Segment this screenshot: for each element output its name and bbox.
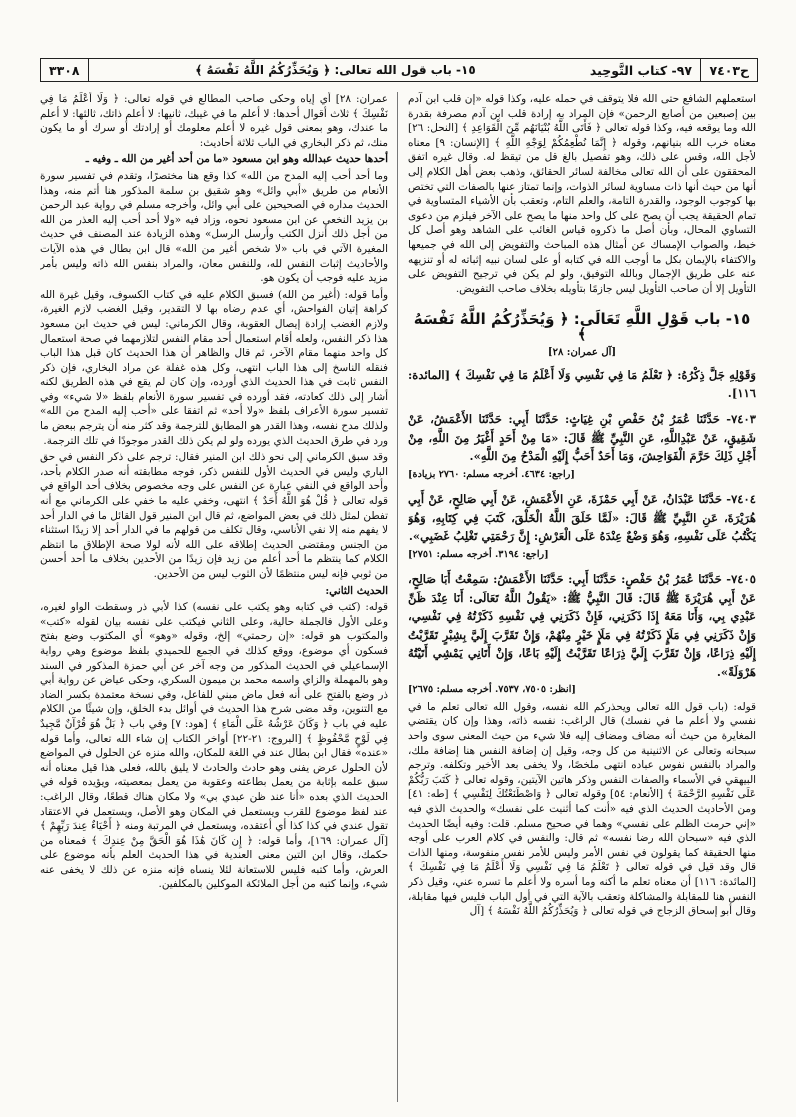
header-divider bbox=[700, 59, 702, 81]
left-column bbox=[40, 92, 388, 1104]
hadith-7404: ٧٤٠٤- حَدَّثَنَا عَبْدَانُ، عَنْ أَبِي حَمْزَةَ، عَنِ الأَعْمَشِ، عَنْ أَبِي صَالِحٍ، عَنْ أَبِي هُرَيْرَةَ، عَنِ النَّبِيِّ ﷺ قَالَ: «لَمَّا خَلَقَ اللَّهُ الْخَلْقَ، كَتَبَ فِي كِتَابِهِ، وَهُوَ يَكْتُبُ عَلَى نَفْسِهِ، وَهُوَ وَضْعٌ عِنْدَهُ عَلَى الْعَرْشِ: إِنَّ رَحْمَتِي تَغْلِبُ غَضَبِي». bbox=[408, 492, 756, 544]
commentary-p5-lead: الحديث الثاني: bbox=[325, 584, 388, 597]
intro-paragraph: استعملهم الشافع حتى الله فلا يتوقف في حمله عليه، وكذا قوله «إن قلب ابن آدم بين إصبعين من أصابع الرحمن» فإن المراد به إرادة قلب ابن آدم مصرفة بقدرة الله وما يوقعه فيه، وكذا قوله تعالى ﴿ فَأَتَى اللَّهُ بُنْيَانَهُم مِّنَ الْقَوَاعِدِ ﴾ [النحل: ٢٦] معناه خرب الله بنيانهم، وقوله ﴿ إِنَّمَا نُطْعِمُكُمْ لِوَجْهِ اللَّهِ ﴾ [الإنسان: ٩] معناه لأجل الله، وقس على ذلك، وهو تفصيل بالغ قل من تيقظ له. وقال غيره اتفق المحققون على أن الله تعالى مخالفة لسائر الحقائق، وذهب بعض أهل الكلام إلى أنها من حيث أنها ذات مساوية لسائر الذوات، وإنما تمتاز عنها بالصفات التي تختص بها كوجوب الوجود، والقدرة التامة، والعلم التام، وتعقب بأن الأشياء المتساوية في تمام الحقيقة يجب أن يصح على كل واحد منها ما يصح على الآخر فيلزم من دعوى التساوي المحال، وبأن أصل ما ذكروه قياس الغائب على الشاهد وهو أصل كل خبط، والصواب الإمساك عن أمثال هذه المباحث والتفويض إلى الله في جميعها والاكتفاء بالإيمان بكل ما أوجب الله في كتابه أو على لسان نبيه إثباته له أو تنزيهه عنه على طريق الإجمال وبالله التوفيق، ولو لم يكن في ترجيح التفويض على التأويل إلا أن صاحب التأويل ليس جازمًا بتأويله بخلاف صاحب التفويض. bbox=[408, 93, 756, 295]
chapter-title-header: ١٥- باب قول الله تعالى: ﴿ وَيُحَذِّرُكُمُ اللَّهُ نَفْسَهُ ﴾ bbox=[195, 63, 476, 77]
running-header bbox=[40, 58, 758, 82]
column-divider bbox=[397, 92, 398, 1102]
hadith-7403-ref: [راجع: ٤٦٣٤. أخرجه مسلم: ٢٧٦٠ بزيادة] bbox=[408, 468, 575, 480]
header-divider bbox=[88, 59, 90, 81]
commentary-p4: وقد سبق الكرماني إلى نحو ذلك ابن المنير فقال: ترجم على ذكر النفس في حق الباري وليس في الحديث الأول للنفس ذكر، فوجه مطابقته أنه صدر الكلام بأحد، وأحد الواقع في النفي عبارة عن النفس على وجه مخصوص بخلاف أحد الواقع في قوله تعالى ﴿ قُلْ هُوَ اللَّهُ أَحَدٌ ﴾ انتهى، وخفي عليه ما خفي على الكرماني مع أنه تفطن لمثل ذلك في بعض المواضع، ثم قال ابن المنير قول القائل ما في الدار أحد لا يفهم منه إلا نفي الأناسي، وقال تكلف من قولهم ما في الدار أحد إلا زيدًا استثناء من الجنس ومقتضى الحديث إطلاقه على الله لأنه لولا صحة الإطلاق ما انتظم الكلام كما ينتظم ما أحد أعلم من زيد فإن زيدًا من الأحدين بخلاف ما أحد أحسن من ثوبي فإنه ليس منتظمًا لأن الثوب ليس من الأحدين. bbox=[40, 451, 388, 580]
commentary-p1: عمران: ٢٨] أي إياه وحكى صاحب المطالع في قوله تعالى: ﴿ وَلَا أَعْلَمُ مَا فِي نَفْسِكَ ﴾ ثلاث أقوال أحدها: لا أعلم ما في غيبك، ثانيها: لا أعلم ذاتك، ثالثها: لا أعلم ما عندك، وهو بمعنى قول غيره لا أعلم معلومك أو إرادتك أو سرك أو ما يكون منك، ثم ذكر البخاري في الباب ثلاثة أحاديث: bbox=[40, 93, 388, 149]
hadith-7404-ref: [راجع: ٣١٩٤. أخرجه مسلم: ٢٧٥١] bbox=[408, 548, 549, 560]
commentary-paragraph: قوله: (باب قول الله تعالى ويحذركم الله نفسه، وقول الله تعالى تعلم ما في نفسي ولا أعلم ما في نفسك) قال الراغب: نفسه ذاته، وهذا وإن كان يقتضي المغايرة من حيث أنه مضاف ومضاف إليه فلا شيء من حيث المعنى سوى واحد سبحانه وتعالى عن الاثنينية من كل وجه، وقيل إن إضافة النفس هنا إضافة ملك، والمراد بالنفس نفوس عباده انتهى ملخصًا، ولا يخفى بعد الأخير وتكلفه. وترجم البيهقي في الأسماء والصفات النفس وذكر هاتين الآيتين، وقوله تعالى ﴿ كَتَبَ رَبُّكُمْ عَلَى نَفْسِهِ الرَّحْمَةَ ﴾ [الأنعام: ٥٤] وقوله تعالى ﴿ وَاصْطَنَعْتُكَ لِنَفْسِي ﴾ [طه: ٤١] ومن الأحاديث الحديث الذي فيه «أنت كما أثنيت على نفسك» والحديث الذي فيه «إني حرمت الظلم على نفسي» وهما في صحيح مسلم. قلت: وفيه أيضًا الحديث الذي فيه «سبحان الله رضا نفسه» ثم قال: والنفس في كلام العرب على أوجه منها الحقيقة كما يقولون في نفس الأمر وليس للأمر نفس منفوسة، ومنها الذات قال وقد قيل في قوله تعالى ﴿ تَعْلَمُ مَا فِي نَفْسِي وَلَا أَعْلَمُ مَا فِي نَفْسِكَ ﴾ [المائدة: ١١٦] أن معناه تعلم ما أكنه وما أسره ولا أعلم ما تسره عني، وقيل ذكر النفس هنا للمقابلة والمشاكلة وتعقب بالآية التي في أول الباب فليس فيها مقابلة، وقال أبو إسحاق الزجاج في قوله تعالى ﴿ وَيُحَذِّرُكُمُ اللَّهُ نَفْسَهُ ﴾ [آل bbox=[408, 700, 756, 918]
chapter-heading: ١٥- باب قَوْلِ اللَّهِ تَعَالَى: ﴿ وَيُحَذِّرُكُمُ اللَّهُ نَفْسَهُ ﴾ bbox=[413, 310, 751, 343]
hadith-range: ح٧٤٠٣ bbox=[709, 62, 749, 78]
right-column bbox=[408, 92, 756, 1104]
book-title: ٩٧- كتاب التَّوحِيد bbox=[589, 62, 692, 78]
chapter-reference: [آل عمران: ٢٨] bbox=[547, 346, 617, 358]
hadith-7403: ٧٤٠٣- حَدَّثَنَا عُمَرُ بْنُ حَفْصِ بْنِ غِيَاثٍ: حَدَّثَنَا أَبِي: حَدَّثَنَا الأَعْمَشُ، عَنْ شَقِيقٍ، عَنْ عَبْدِاللَّهِ، عَنِ النَّبِيِّ ﷺ قَالَ: «مَا مِنْ أَحَدٍ أَغْيَرُ مِنَ اللَّهِ، مِنْ أَجْلِ ذَلِكَ حَرَّمَ الْفَوَاحِشَ، وَمَا أَحَدٌ أَحَبُّ إِلَيْهِ الْمَدْحُ مِنَ اللَّهِ». bbox=[408, 412, 756, 464]
commentary-p3: وأما قوله: (أغير من الله) فسبق الكلام عليه في كتاب الكسوف، وقيل غيرة الله كراهة إتيان الفواحش، أي عدم رضاه بها لا التقدير، وقيل الغضب لازم الغيرة، ولازم الغضب إرادة إيصال العقوبة، وقال الكرماني: ليس في حديث ابن مسعود هذا ذكر النفس، ولعله أقام استعمال أحد مقام النفس لتلازمهما في صحة استعمال كل واحد منهما مقام الآخر، ثم قال والظاهر أن هذا الحديث كان قبل هذا الباب فنقله الناسخ إلى هذا الباب انتهى، وكل هذه غفلة عن مراد البخاري، فإن ذكر النفس ثابت في هذا الحديث الذي أورده، وإن كان لم يقع في هذه الطريق لكنه أشار إلى ذلك كعادته، فقد أورده في تفسير سورة الأنعام بلفظ «لا شيء» وفي تفسير سورة الأعراف بلفظ «ولا أحد» ثم اتفقا على «أحب إليه المدح من الله» ولذلك مدح نفسه، وهذا القدر هو المطابق للترجمة وقد كثر منه أن يترجم ببعض ما ورد في طرق الحديث الذي يورده ولو لم يكن ذلك القدر موجودًا في تلك الترجمة. bbox=[40, 288, 388, 447]
hadith-7405: ٧٤٠٥- حَدَّثَنَا عُمَرُ بْنُ حَفْصٍ: حَدَّثَنَا أَبِي: حَدَّثَنَا الأَعْمَشُ: سَمِعْتُ أَبَا صَالِحٍ، عَنْ أَبِي هُرَيْرَةَ ﷺ قَالَ: قَالَ النَّبِيُّ ﷺ: «يَقُولُ اللَّهُ تَعَالَى: أَنَا عِنْدَ ظَنِّ عَبْدِي بِي، وَأَنَا مَعَهُ إِذَا ذَكَرَنِي، فَإِنْ ذَكَرَنِي فِي نَفْسِهِ ذَكَرْتُهُ فِي نَفْسِي، وَإِنْ ذَكَرَنِي فِي مَلَإٍ ذَكَرْتُهُ فِي مَلَإٍ خَيْرٍ مِنْهُمْ، وَإِنْ تَقَرَّبَ إِلَيَّ بِشِبْرٍ تَقَرَّبْتُ إِلَيْهِ ذِرَاعًا، وَإِنْ تَقَرَّبَ إِلَيَّ ذِرَاعًا تَقَرَّبْتُ إِلَيْهِ بَاعًا، وَإِنْ أَتَانِي يَمْشِي أَتَيْتُهُ هَرْوَلَةً». bbox=[408, 572, 756, 679]
verse-text: وَقَوْلِهِ جَلَّ ذِكْرُهُ: ﴿ تَعْلَمُ مَا فِي نَفْسِي وَلَا أَعْلَمُ مَا فِي نَفْسِكَ ﴾ [المائدة: ١١٦]. bbox=[408, 368, 756, 401]
commentary-p5: قوله: (كتب في كتابه وهو يكتب على نفسه) كذا لأبي ذر وسقطت الواو لغيره، وعلى الأول فالجملة حالية، وعلى الثاني فيكتب على نفسه بيان لقوله «كتب» والمكتوب هو قوله: «إن رحمتي» إلخ، وقوله «وهو» أي المكتوب وضع بفتح فسكون أي موضوع، ووقع كذلك في الجمع للحميدي بلفظ موضوع وهي رواية الإسماعيلي في الحديث المذكور من وجه آخر عن أبي حمزة المذكور في السند وهو بالمهملة والزاي واسمه محمد بن ميمون السكري، وحكى عياض عن رواية أبي ذر وضع بالفتح على أنه فعل ماض مبني للفاعل، وفي نسخة معتمدة بكسر الضاد مع التنوين، وقد مضى شرح هذا الحديث في أوائل بدء الخلق، وإن شيئًا من الكلام عليه في باب ﴿ وَكَانَ عَرْشُهُ عَلَى الْمَاءِ ﴾ [هود: ٧] وفي باب ﴿ بَلْ هُوَ قُرْآنٌ مَّجِيدٌ فِي لَوْحٍ مَّحْفُوظٍ ﴾ [البروج: ٢١-٢٢] أواخر الكتاب إن شاء الله تعالى، وأما قوله «عنده» فقال ابن بطال عند في اللغة للمكان، والله منزه عن الحلول في المواضع لأن الحلول عرض يفنى وهو حادث والحادث لا يليق بالله، فعلى هذا قيل معناه أنه سبق علمه بإثابة من يعمل بطاعته وعقوبة من يعمل بمعصيته، ويؤيده قوله في الحديث الذي بعده «أنا عند ظن عبدي بي» ولا مكان هناك قطعًا، وقال الراغب: عند لفظ موضوع للقرب ويستعمل في المكان وهو الأصل، ويستعمل في الاعتقاد تقول عندي في كذا كذا أي أعتقده، ويستعمل في المرتبة ومنه ﴿ أَحْيَاءٌ عِندَ رَبِّهِمْ ﴾ [آل عمران: ١٦٩]، وأما قوله: ﴿ إِن كَانَ هَٰذَا هُوَ الْحَقَّ مِنْ عِندِكَ ﴾ فمعناه من حكمك، وقال ابن التين معنى العندية في هذا الحديث العلم بأنه موضوع على العرش، وأما كتبه فليس للاستعانة لئلا ينساه فإنه منزه عن ذلك لا يخفى عنه شيء، وإنما كتبه من أجل الملائكة الموكلين بالمكلفين. bbox=[40, 601, 388, 891]
commentary-p2-lead: أحدها حديث عبدالله وهو ابن مسعود «ما من أحد أغير من الله ـ وفيه ـ bbox=[85, 153, 388, 166]
hadith-7405-ref: [انظر: ٧٥٠٥، ٧٥٣٧. أخرجه مسلم: ٢٦٧٥] bbox=[408, 684, 576, 696]
commentary-p2: وما أحد أحب إليه المدح من الله» كذا وقع هنا مختصرًا، وتقدم في تفسير سورة الأنعام من طريق «أبي وائل» وهو شقيق بن سلمة المذكور هنا أتم منه، وهذا الحديث مداره في الصحيحين على أبي وائل، وأخرجه مسلم في رواية عبد الرحمن بن يزيد النخعي عن ابن مسعود نحوه، وزاد فيه «ولا أحد أحب إليه العذر من الله من أجل ذلك أنزل الكتب وأرسل الرسل» وهذه الزيادة عند المصنف في حديث المغيرة الآتي في باب «لا شخص أغير من الله» قال ابن بطال في هذه الآيات والأحاديث إثبات النفس لله، وللنفس معان، والمراد بنفس الله ذاته وليس بأمر مزيد عليه فوجب أن يكون هو. bbox=[40, 169, 388, 285]
page-number: ٣٣٠٨ bbox=[49, 62, 80, 78]
